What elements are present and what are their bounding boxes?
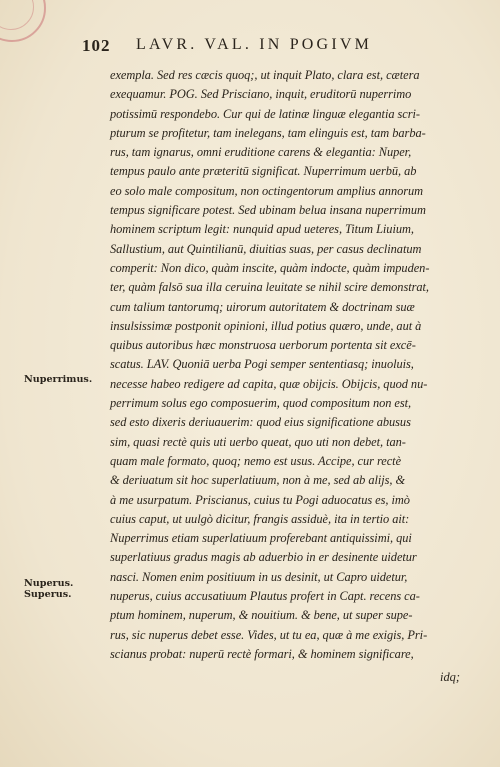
text-line: superlatiuus gradus magis ab aduerbio in er desinente uidetur bbox=[110, 550, 417, 565]
page-header bbox=[82, 36, 482, 60]
text-line: necesse habeo redigere ad capita, quæ obijcis. Obijcis, quod nu- bbox=[110, 376, 428, 391]
text-line: eo solo male compositum, non octingentorum amplius annorum bbox=[110, 183, 424, 198]
text-line: cuius caput, ut uulgò dicitur, frangis assiduè, ita in tertio ait: bbox=[110, 511, 410, 526]
text-line: scatus. LAV. Quoniā uerba Pogi semper sententiasq; inuoluis, bbox=[110, 357, 414, 372]
text-line: tempus paulo ante præteritū significat. Nuperrimum uerbū, ab bbox=[110, 164, 417, 179]
text-line: Nuperrimus etiam superlatiuum proferebant antiquissimi, qui bbox=[110, 531, 412, 546]
margin-note-nuperus-superus bbox=[24, 578, 106, 600]
text-line: ptum hominem, nuperum, & nouitium. & bene, ut super supe- bbox=[110, 608, 413, 623]
margin-note-nuperrimus bbox=[24, 374, 106, 385]
text-line: exequamur. POG. Sed Prisciano, inquit, eruditorū nuperrimo bbox=[110, 87, 412, 102]
text-line: sim, quasi rectè quis uti uerbo queat, quo uti non debet, tan- bbox=[110, 434, 406, 449]
text-line: scianus probat: nuperū rectè formari, & hominem significare, bbox=[110, 646, 414, 661]
text-line: à me usurpatum. Priscianus, cuius tu Pogi aduocatus es, imò bbox=[110, 492, 410, 507]
text-line: perrimum solus ego composuerim, quod compositum non est, bbox=[110, 396, 412, 411]
text-line: rus, sic nuperus debet esse. Vides, ut tu ea, quæ à me exigis, Pri- bbox=[110, 627, 428, 642]
text-line: quibus autoribus hæc monstruosa uerborum portenta sit excē- bbox=[110, 338, 416, 353]
text-line: comperit: Non dico, quàm inscite, quàm indocte, quàm impuden- bbox=[110, 260, 430, 275]
text-line: exempla. Sed res cæcis quoq;, ut inquit Plato, clara est, cætera bbox=[110, 68, 420, 82]
text-line: potissimū respondebo. Cur qui de latinæ linguæ elegantia scri- bbox=[110, 106, 420, 121]
text-line: insulsissimæ postponit opinioni, illud potius quæro, unde, aut à bbox=[110, 318, 422, 333]
margin-note-line: Nuperrimus. bbox=[24, 374, 93, 385]
text-line: rus, tam ignarus, omni eruditione carens & elegantia: Nuper, bbox=[110, 145, 412, 160]
text-line: cum talium tantorumq; uirorum autoritatem & doctrinam suæ bbox=[110, 299, 415, 314]
text-line: hominem scriptum legit: nunquid apud ueteres, Titum Liuium, bbox=[110, 222, 414, 237]
margin-note-line: Nuperus. bbox=[24, 578, 74, 589]
text-line: Sallustium, aut Quintilianū, diuitias suas, per casus declinatum bbox=[110, 241, 422, 256]
text-line: sed esto dixeris deriuauerim: quod eius significatione abusus bbox=[110, 415, 411, 430]
text-line: & deriuatum sit hoc superlatiuum, non à me, sed ab alijs, & bbox=[110, 473, 406, 488]
page-number: 102 bbox=[82, 36, 111, 55]
running-head: LAVR. VAL. IN POGIVM bbox=[136, 36, 373, 53]
text-line: nasci. Nomen enim positiuum in us desinit, ut Capro uidetur, bbox=[110, 569, 408, 584]
text-line: nuperus, cuius accusatiuum Plautus profert in Capt. recens ca- bbox=[110, 589, 420, 604]
text-line: tempus significare potest. Sed ubinam belua insana nuperrimum bbox=[110, 203, 426, 218]
text-line: ter, quàm falsō sua illa ceruina leuitate se nihil scire demonstrat, bbox=[110, 280, 429, 295]
text-line: pturum se profitetur, tam inelegans, tam elinguis est, tam barba- bbox=[110, 125, 426, 140]
catchword: idq; bbox=[440, 670, 460, 684]
text-line: quam male formato, quoq; nemo est usus. Accipe, cur rectè bbox=[110, 453, 402, 468]
margin-note-line: Superus. bbox=[24, 589, 72, 600]
body-text bbox=[110, 66, 486, 664]
